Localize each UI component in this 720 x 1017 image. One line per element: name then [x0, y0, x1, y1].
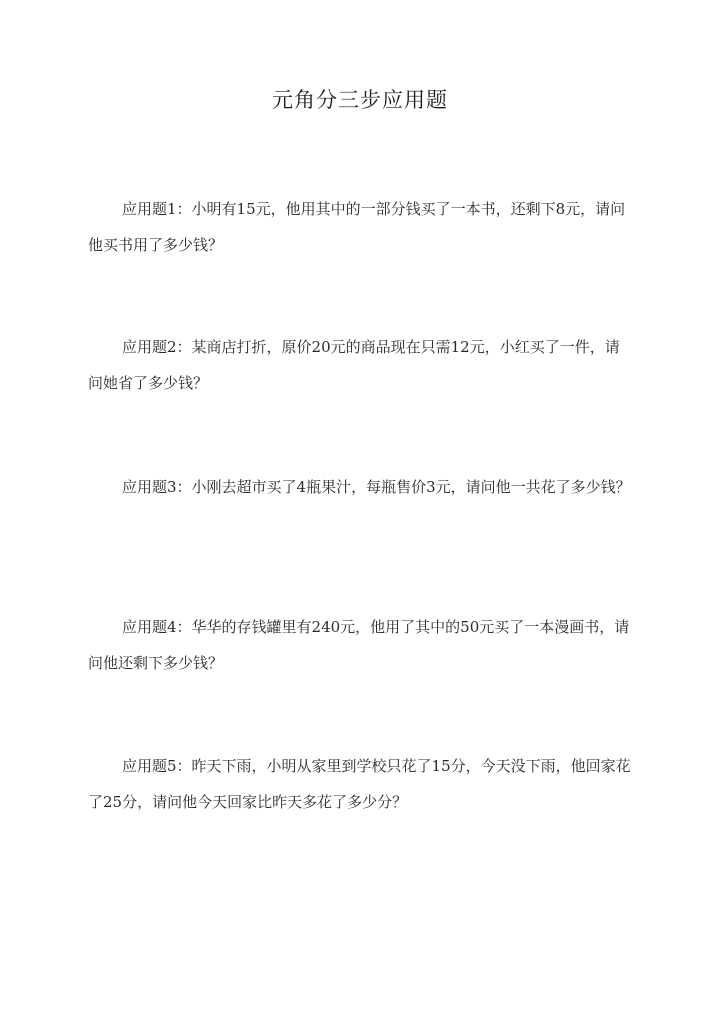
page-title: 元角分三步应用题: [272, 88, 448, 112]
question-2: 应用题2：某商店打折，原价20元的商品现在只需12元，小红买了一件，请问她省了多少钱？: [88, 338, 620, 392]
question-1: 应用题1：小明有15元，他用其中的一部分钱买了一本书，还剩下8元，请问他买书用了多少钱？: [88, 200, 626, 254]
question-3: 应用题3：小刚去超市买了4瓶果汁，每瓶售价3元，请问他一共花了多少钱？: [122, 478, 631, 496]
question-5: 应用题5：昨天下雨，小明从家里到学校只花了15分，今天没下雨，他回家花了25分，请问他今天回家比昨天多花了多少分？: [88, 757, 631, 811]
question-4: 应用题4：华华的存钱罐里有240元，他用了其中的50元买了一本漫画书，请问他还剩下多少钱？: [88, 618, 630, 672]
